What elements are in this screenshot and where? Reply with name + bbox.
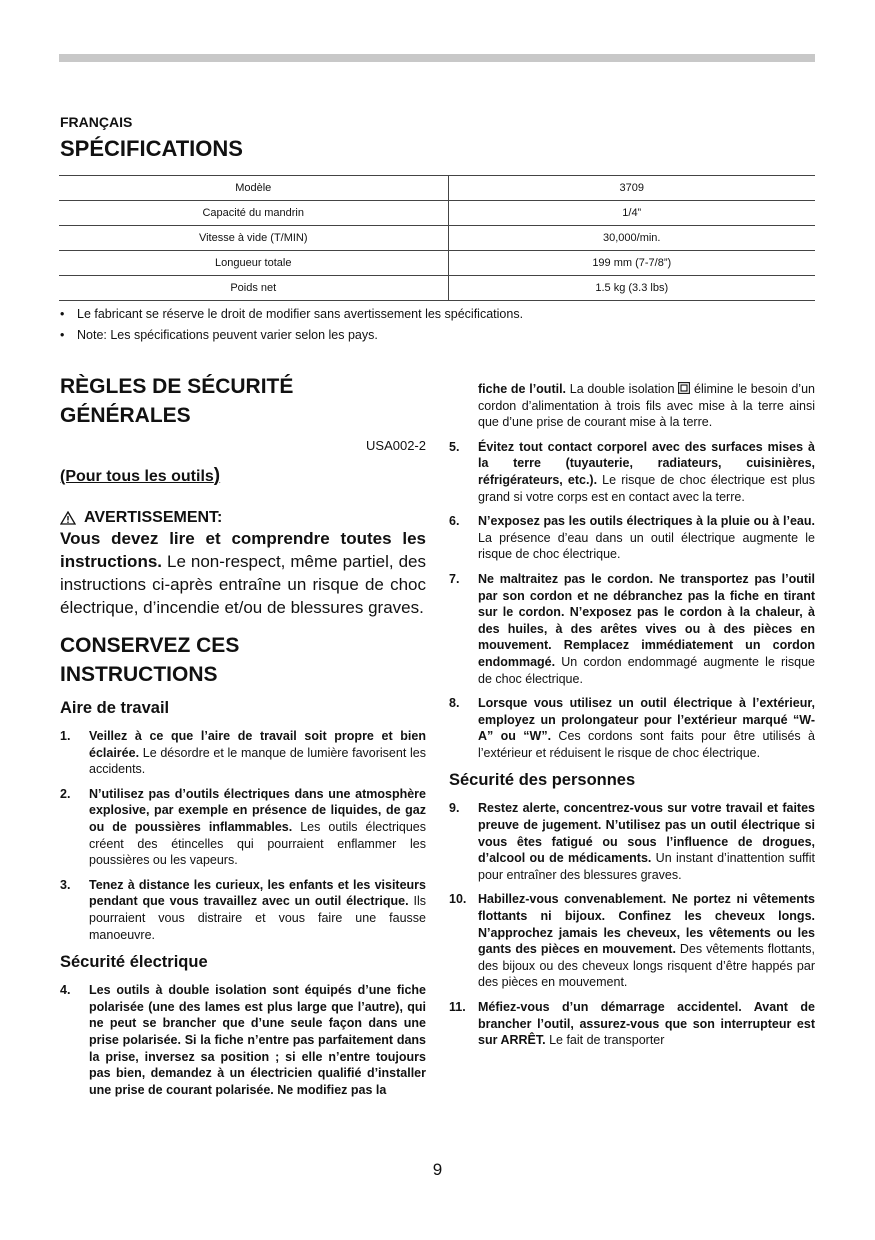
spec-table <box>59 175 815 301</box>
warning-text: Vous devez lire et comprendre toutes les instructions. Le non-respect, même partiel, des instructions ci-après entraîne un risque de choc électrique, d’incendie et/ou de blessures graves. <box>60 529 426 617</box>
page-number: 9 <box>432 1160 443 1179</box>
work-area-heading: Aire de travail <box>60 699 170 717</box>
language-label: FRANÇAIS <box>60 114 133 130</box>
list-item: 7. Ne maltraitez pas le cordon. Ne transportez pas l’outil par son cordon et ne débranchez pas la fiche en tirant sur le cordon. N’exposez pas le cordon à la chaleur, à des huiles, à des arêtes vives ou à des pièces en mouvement. Remplacez immédiatement un cordon endommagé. Un cordon endommagé augmente le risque de choc électrique. <box>449 571 815 686</box>
table-row: Poids net 1.5 kg (3.3 lbs) <box>59 276 815 301</box>
personal-heading: Sécurité des personnes <box>449 771 636 790</box>
table-row: Longueur totale 199 mm (7-7/8”) <box>59 251 815 276</box>
section-title: RÈGLES DE SÉCURITÉ GÉNÉRALES <box>60 375 294 427</box>
top-rule <box>59 54 815 62</box>
left-column <box>60 372 426 1106</box>
table-row: Vitesse à vide (T/MIN) 30,000/min. <box>59 226 815 251</box>
list-item: 3. Tenez à distance les curieux, les enfants et les visiteurs pendant que vous travaillez avec un outil électrique. Ils pourraient vous distraire et vous faire une fausse manoeuvre. <box>60 877 426 942</box>
list-item: 9. Restez alerte, concentrez-vous sur votre travail et faites preuve de jugement. N’utilisez pas un outil électrique si vous êtes fatigué ou sous l’influence de drogues, d’alcool ou de médicaments. Un instant d’inattention suffit pour entraîner des blessures graves. <box>449 801 815 882</box>
table-row: Modèle 3709 <box>59 176 815 201</box>
page-title: SPÉCIFICATIONS <box>60 136 243 161</box>
table-row: Capacité du mandrin 1/4” <box>59 201 815 226</box>
double-insulation-icon <box>678 382 690 394</box>
list-item: • Note: Les spécifications peuvent varier selon les pays. <box>60 325 523 346</box>
list-item: 10. Habillez-vous convenablement. Ne portez ni vêtements flottants ni bijoux. Confinez les cheveux longs. N’approchez jamais les cheveux, les vêtements ou les gants des pièces en mouvement. Des vêtements flottants, des bijoux ou des cheveux longs risquent d’être happés par des pièces en mouvement. <box>449 892 815 990</box>
list-item: 6. N’exposez pas les outils électriques à la pluie ou à l’eau. La présence d’eau dans un outil électrique augmente le risque de choc électrique. <box>449 514 815 562</box>
warning-heading: AVERTISSEMENT: <box>60 509 426 527</box>
list-item: 8. Lorsque vous utilisez un outil électrique à l’extérieur, employez un prolongateur pour l’extérieur marqué “W-A” ou “W”. Ces cordons sont faits pour être utilisés à l’extérieur et réduisent le risque de choc électrique. <box>449 696 815 760</box>
right-column <box>449 381 815 1057</box>
spec-notes <box>60 304 523 346</box>
list-item: • Le fabricant se réserve le droit de modifier sans avertissement les spécifications. <box>60 304 523 325</box>
list-item: 1. Veillez à ce que l’aire de travail soit propre et bien éclairée. Le désordre et le manque de lumière favorisent les accidents. <box>60 729 426 777</box>
document-code: USA002-2 <box>366 438 426 453</box>
list-item: 5. Évitez tout contact corporel avec des surfaces mises à la terre (tuyauterie, radiateurs, cuisinières, réfrigérateurs, etc.). Le risque de choc électrique est plus grand si votre corps est en contact avec la terre. <box>449 439 815 504</box>
list-item: 4. Les outils à double isolation sont équipés d’une fiche polarisée (une des lames est plus large que l’autre), qui ne peut se brancher que d’une seule façon dans une prise polarisée. Si la fiche n’entre pas parfaitement dans la prise, inversez sa position ; si elle n’entre toujours pas bien, demandez à un électricien qualifié d’installer une prise de courant polarisée. Ne modifiez pas la <box>60 983 426 1097</box>
subtitle: (Pour tous les outils) <box>60 465 221 486</box>
conserve-title: CONSERVEZ CES INSTRUCTIONS <box>60 634 240 686</box>
electrical-heading: Sécurité électrique <box>60 953 208 972</box>
warning-icon <box>60 511 76 525</box>
list-item: 2. N’utilisez pas d’outils électriques dans une atmosphère explosive, par exemple en présence de liquides, de gaz ou de poussières inflammables. Les outils électriques créent des étincelles qui pourraient enflammer les poussières ou les vapeurs. <box>60 786 426 868</box>
list-item-continuation: fiche de l’outil. La double isolation élimine le besoin d’un cordon d’alimentation à trois fils avec mise à la terre ainsi que d’une prise de courant mise à la terre. <box>478 382 815 430</box>
list-item: 11. Méfiez-vous d’un démarrage accidentel. Avant de brancher l’outil, assurez-vous que son interrupteur est sur ARRÊT. Le fait de transporter <box>449 1000 815 1048</box>
